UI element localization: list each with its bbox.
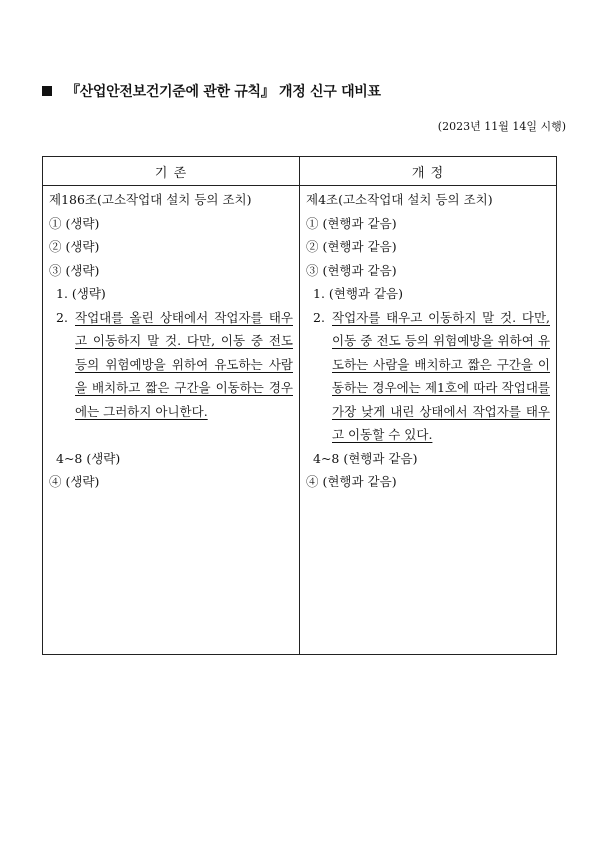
new-item-2-text: 작업자를 태우고 이동하지 말 것. 다만, 이동 중 전도 등의 위험예방을 위하여 유도하는 사람을 배치하고 짧은 구간을 이동하는 경우에는 제1호에 따라 작업대를 가장 낮게 내린 상태에서 작업자를 태우고 이동할 수 있다. xyxy=(332,309,550,442)
new-paragraph-3: ③ (현행과 같음) xyxy=(306,262,397,278)
new-heading: 제4조(고소작업대 설치 등의 조치) xyxy=(306,192,493,207)
old-paragraph-1: ① (생략) xyxy=(49,215,100,231)
new-paragraph-2: ② (현행과 같음) xyxy=(306,239,397,254)
old-items-4-8: 4~8 (생략) xyxy=(56,450,121,466)
old-item-1: 1. (생략) xyxy=(56,286,106,301)
old-item-2-text: 작업대를 올린 상태에서 작업자를 태우고 이동하지 말 것. 다만, 이동 중 전도 등의 위험예방을 위하여 유도하는 사람을 배치하고 짧은 구간을 이동하는 경우에는 그러하지 아니한다. xyxy=(75,309,293,419)
new-items-4-8: 4~8 (현행과 같음) xyxy=(313,450,418,466)
old-item-2-number: 2. xyxy=(56,309,68,325)
title-text: 『산업안전보건기준에 관한 규칙』 개정 신구 대비표 xyxy=(66,84,381,100)
page-title xyxy=(42,81,381,101)
new-paragraph-4: ④ (현행과 같음) xyxy=(306,474,397,489)
old-column xyxy=(43,186,300,655)
effective-date: (2023년 11월 14일 시행) xyxy=(437,120,566,133)
comparison-table xyxy=(42,156,557,655)
new-item-2-number: 2. xyxy=(313,309,325,325)
old-item-2 xyxy=(49,306,293,424)
header-new: 개 정 xyxy=(300,157,557,186)
square-bullet-icon xyxy=(42,86,52,96)
old-heading: 제186조(고소작업대 설치 등의 조치) xyxy=(49,192,252,207)
old-paragraph-3: ③ (생략) xyxy=(49,262,100,278)
new-paragraph-1: ① (현행과 같음) xyxy=(306,215,397,231)
new-item-2 xyxy=(306,306,550,447)
new-item-1: 1. (현행과 같음) xyxy=(313,286,404,301)
old-paragraph-4: ④ (생략) xyxy=(49,474,100,489)
old-paragraph-2: ② (생략) xyxy=(49,239,100,254)
header-old: 기 존 xyxy=(43,157,300,186)
new-column xyxy=(300,186,557,655)
